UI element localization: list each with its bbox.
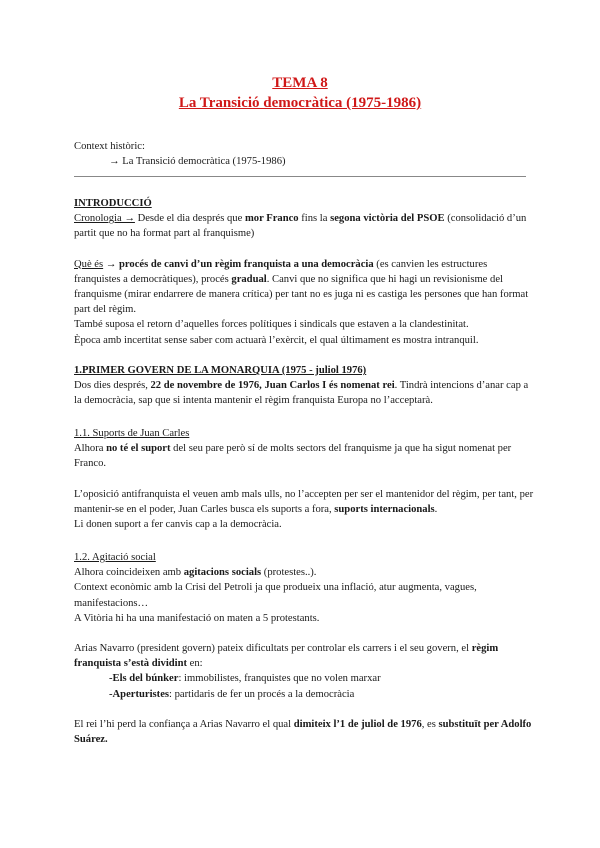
document-subtitle: La Transició democràtica (1975-1986) [178,95,422,111]
intro-paragraph-4: Època amb incertitat sense saber com actuarà l’exèrcit, el qual últimament es mostra intranquil. [74,334,479,346]
intro-paragraph-3: També suposa el retorn d’aquelles forces polítiques i sindicals que estaven a la clandestinitat. [74,319,469,331]
cronologia-paragraph: Cronologia → Desde el dia després que mor Franco fins la segona victòria del PSOE (consolidació d’un partit que no ha format part al franquisme) [74,213,527,240]
list-item-aperturistes: -Aperturistes: partidaris de fer un procés a la democràcia [109,688,355,700]
section-1-paragraph: Dos dies després, 22 de novembre de 1976, Juan Carlos I és nomenat rei. Tindrà intencions d’anar cap a la democràcia, sap que si intenta mantenir el règim franquista Europa no l’acceptarà. [74,380,529,407]
section-1-2-paragraph-2: Context econòmic amb la Crisi del Petroli ja que produeix una inflació, atur augmenta, vagues, manifestacions… [74,582,477,609]
section-1-2-paragraph-4: Arias Navarro (president govern) pateix dificultats per controlar els carrers i el seu govern, el règim franquista s’està dividint en: [74,643,499,670]
section-1-1-paragraph-1: Alhora no té el suport del seu pare però sí de molts sectors del franquisme ja que ha sigut nomenat per Franco. [74,443,512,470]
context-label: Context històric: [74,141,145,152]
list-item-bunker: -Els del búnker: immobilistes, franquistes que no volen marxar [109,673,381,685]
section-1-2-heading: 1.2. Agitació social [74,552,156,563]
section-1-2-paragraph-1: Alhora coincideixen amb agitacions socials (protestes..). [74,567,317,579]
section-1-1-paragraph-2: L’oposició antifranquista el veuen amb mals ulls, no l’accepten per ser el mantenidor del règim, per tant, per mantenir-se en el poder, Juan Carles busca els suports a fora, suports internacionals. [74,488,534,515]
section-1-2 [74,550,534,747]
que-es-paragraph: Què és → procés de canvi d’un règim franquista a una democràcia (es canvien les estructures franquistes a democràtiques), procés gradual. Canvi que no significa que hi hagi un revisionisme del franquisme (mirar endarrere de manera crítica) per tant no es juga ni es castiga les persones que han format part del règim. [74,258,529,316]
context-item: → La Transició democràtica (1975-1986) [109,156,286,168]
intro-section [74,196,534,348]
intro-heading: INTRODUCCIÓ [74,198,152,209]
document-title: TEMA 8 [272,75,328,91]
separator-line [74,176,526,177]
section-1-2-paragraph-3: A Vitòria hi ha una manifestació on maten a 5 protestants. [74,612,320,624]
section-1-1 [74,426,534,532]
section-1-1-heading: 1.1. Suports de Juan Carles [74,428,190,439]
section-1-1-paragraph-3: Li donen suport a fer canvis cap a la democràcia. [74,519,282,531]
context-block [74,139,534,169]
section-1-heading: 1.PRIMER GOVERN DE LA MONARQUIA (1975 - juliol 1976) [74,365,367,376]
section-1 [74,363,534,409]
section-1-2-paragraph-5: El rei l’hi perd la confiança a Arias Navarro el qual dimiteix l’1 de juliol de 1976, es substituït per Adolfo Suárez. [74,718,532,746]
